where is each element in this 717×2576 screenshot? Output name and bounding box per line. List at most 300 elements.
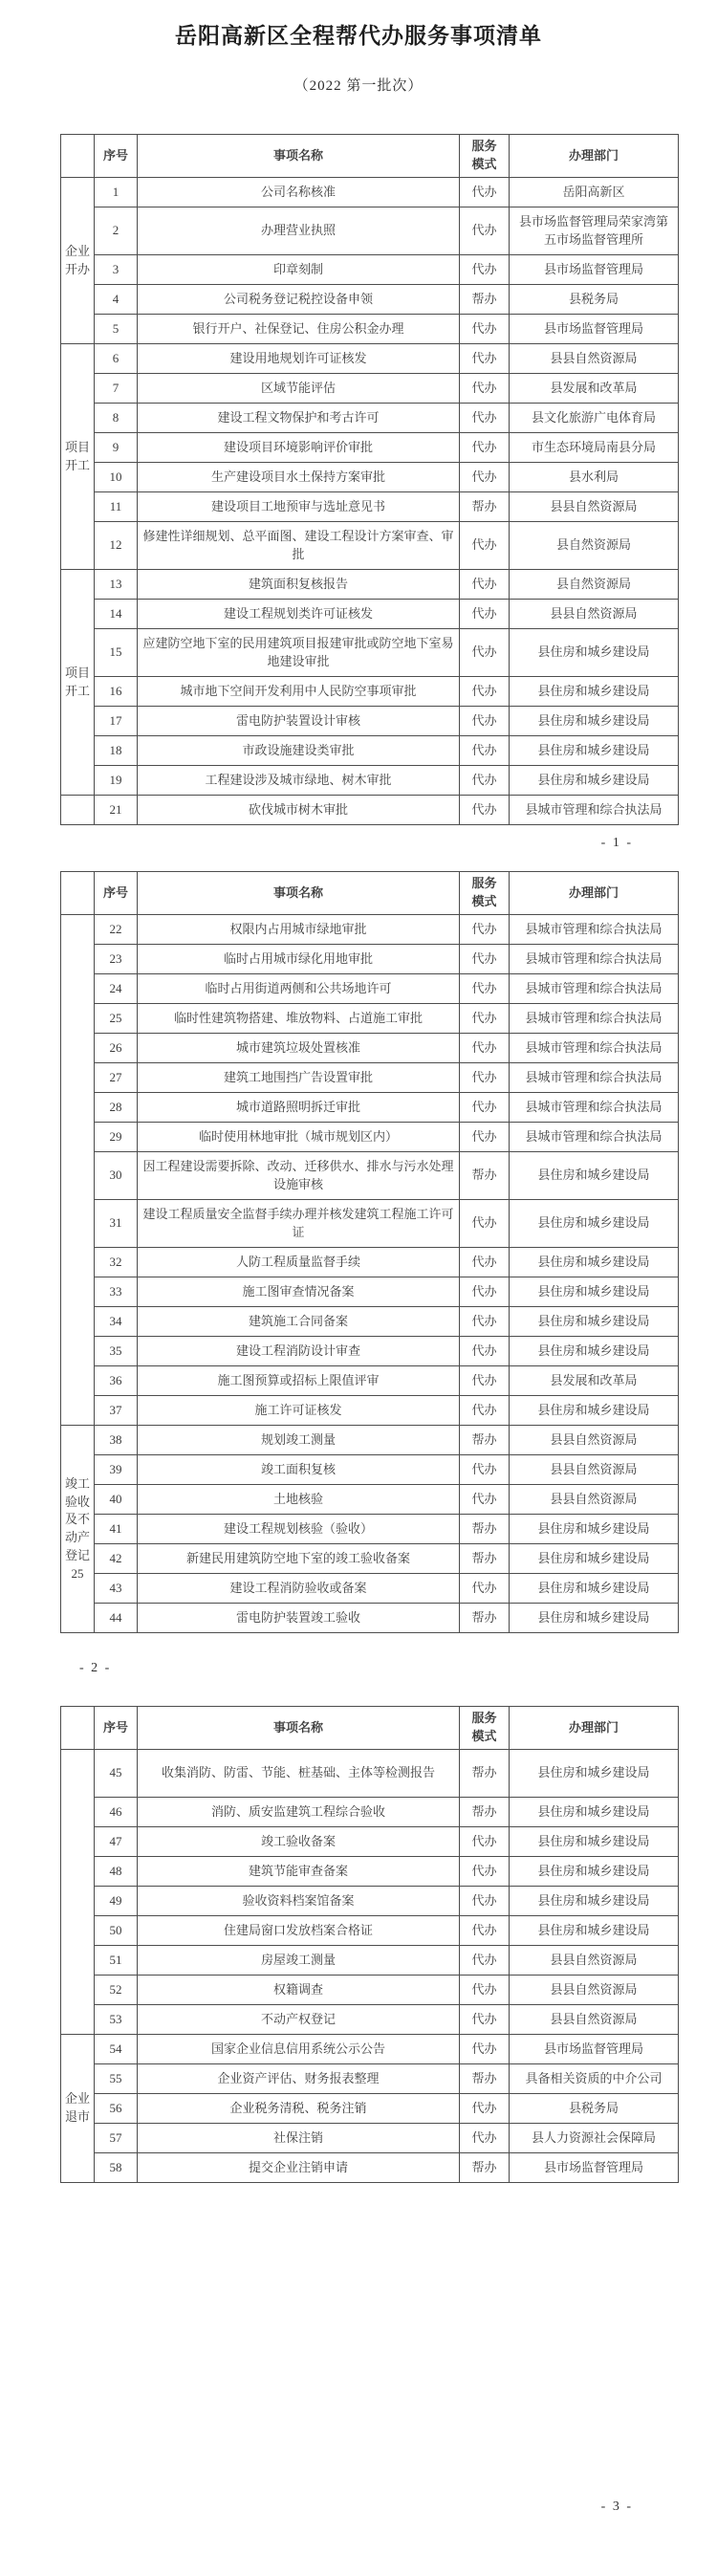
cell-dept: 县人力资源社会保障局 <box>510 2124 679 2153</box>
cell-no: 50 <box>95 1916 138 1946</box>
cell-no: 43 <box>95 1574 138 1604</box>
cell-dept: 县县自然资源局 <box>510 2005 679 2035</box>
cell-dept: 县市场监督管理局 <box>510 2035 679 2064</box>
cell-dept: 县市场监督管理局 <box>510 315 679 344</box>
cell-no: 57 <box>95 2124 138 2153</box>
table-row <box>61 1485 679 1515</box>
col-header-name: 事项名称 <box>138 135 460 178</box>
table-row <box>61 344 679 374</box>
col-header-index: 序号 <box>95 135 138 178</box>
cell-name: 规划竣工测量 <box>138 1426 460 1455</box>
table-row <box>61 1004 679 1034</box>
cell-no: 31 <box>95 1200 138 1248</box>
cell-name: 砍伐城市树木审批 <box>138 796 460 825</box>
cell-name: 雷电防护装置设计审核 <box>138 707 460 736</box>
cell-mode: 代办 <box>460 1123 510 1152</box>
cell-name: 修建性详细规划、总平面图、建设工程设计方案审查、审批 <box>138 522 460 570</box>
cell-no: 41 <box>95 1515 138 1544</box>
stage-group-cell <box>61 915 95 1426</box>
cell-no: 16 <box>95 677 138 707</box>
cell-mode: 帮办 <box>460 1604 510 1633</box>
cell-dept: 县城市管理和综合执法局 <box>510 1123 679 1152</box>
cell-no: 33 <box>95 1277 138 1307</box>
table-row <box>61 570 679 600</box>
cell-no: 24 <box>95 974 138 1004</box>
cell-name: 建筑面积复核报告 <box>138 570 460 600</box>
cell-dept: 县住房和城乡建设局 <box>510 1277 679 1307</box>
cell-name: 建设工程规划核验（验收） <box>138 1515 460 1544</box>
cell-no: 52 <box>95 1976 138 2005</box>
cell-mode: 代办 <box>460 2094 510 2124</box>
cell-name: 城市地下空间开发利用中人民防空事项审批 <box>138 677 460 707</box>
cell-mode: 代办 <box>460 1455 510 1485</box>
cell-no: 42 <box>95 1544 138 1574</box>
table-row <box>61 1337 679 1366</box>
cell-name: 消防、质安监建筑工程综合验收 <box>138 1798 460 1827</box>
cell-mode: 代办 <box>460 1063 510 1093</box>
cell-mode: 代办 <box>460 463 510 492</box>
stage-group-cell <box>61 1750 95 2035</box>
cell-name: 竣工验收备案 <box>138 1827 460 1857</box>
col-header-mode <box>460 872 510 915</box>
col-header-dept: 办理部门 <box>510 872 679 915</box>
cell-mode: 代办 <box>460 915 510 945</box>
table-row <box>61 1798 679 1827</box>
cell-dept: 县县自然资源局 <box>510 1426 679 1455</box>
service-table-block <box>60 134 678 825</box>
cell-name: 施工许可证核发 <box>138 1396 460 1426</box>
cell-mode: 代办 <box>460 629 510 677</box>
cell-dept: 县发展和改革局 <box>510 374 679 404</box>
cell-no: 25 <box>95 1004 138 1034</box>
cell-name: 国家企业信息信用系统公示公告 <box>138 2035 460 2064</box>
cell-dept: 县住房和城乡建设局 <box>510 1887 679 1916</box>
table-row <box>61 522 679 570</box>
cell-name: 竣工面积复核 <box>138 1455 460 1485</box>
cell-dept: 县住房和城乡建设局 <box>510 1544 679 1574</box>
cell-no: 6 <box>95 344 138 374</box>
cell-dept: 县城市管理和综合执法局 <box>510 1004 679 1034</box>
cell-no: 19 <box>95 766 138 796</box>
cell-no: 18 <box>95 736 138 766</box>
table-row <box>61 736 679 766</box>
col-header-index: 序号 <box>95 872 138 915</box>
cell-mode: 帮办 <box>460 492 510 522</box>
cell-name: 权限内占用城市绿地审批 <box>138 915 460 945</box>
cell-name: 建设工程消防验收或备案 <box>138 1574 460 1604</box>
cell-no: 11 <box>95 492 138 522</box>
table-row <box>61 1976 679 2005</box>
cell-name: 城市道路照明拆迁审批 <box>138 1093 460 1123</box>
table-row <box>61 1426 679 1455</box>
cell-mode: 代办 <box>460 1574 510 1604</box>
table-row <box>61 2094 679 2124</box>
cell-dept: 县住房和城乡建设局 <box>510 1200 679 1248</box>
table-row <box>61 285 679 315</box>
cell-dept: 县水利局 <box>510 463 679 492</box>
table-row <box>61 629 679 677</box>
cell-dept: 县城市管理和综合执法局 <box>510 1034 679 1063</box>
cell-mode: 代办 <box>460 1827 510 1857</box>
cell-name: 企业税务清税、税务注销 <box>138 2094 460 2124</box>
cell-dept: 县住房和城乡建设局 <box>510 1916 679 1946</box>
cell-name: 人防工程质量监督手续 <box>138 1248 460 1277</box>
cell-name: 因工程建设需要拆除、改动、迁移供水、排水与污水处理设施审核 <box>138 1152 460 1200</box>
table-header-row <box>61 1707 679 1750</box>
cell-no: 4 <box>95 285 138 315</box>
document-title: 岳阳高新区全程帮代办服务事项清单 <box>175 24 542 48</box>
table-row <box>61 915 679 945</box>
service-items-table <box>60 134 679 825</box>
cell-no: 36 <box>95 1366 138 1396</box>
table-row <box>61 1063 679 1093</box>
cell-name: 雷电防护装置竣工验收 <box>138 1604 460 1633</box>
cell-name: 建设工程消防设计审查 <box>138 1337 460 1366</box>
cell-dept: 县市场监督管理局 <box>510 2153 679 2183</box>
cell-dept: 县住房和城乡建设局 <box>510 1396 679 1426</box>
cell-dept: 县住房和城乡建设局 <box>510 1827 679 1857</box>
cell-no: 15 <box>95 629 138 677</box>
cell-mode: 代办 <box>460 677 510 707</box>
cell-dept: 县县自然资源局 <box>510 492 679 522</box>
col-header-mode-line2: 模式 <box>471 157 497 172</box>
cell-no: 5 <box>95 315 138 344</box>
cell-name: 临时使用林地审批（城市规划区内） <box>138 1123 460 1152</box>
cell-dept: 县发展和改革局 <box>510 1366 679 1396</box>
table-row <box>61 766 679 796</box>
cell-mode: 代办 <box>460 1034 510 1063</box>
table-row <box>61 707 679 736</box>
table-row <box>61 1277 679 1307</box>
cell-name: 区域节能评估 <box>138 374 460 404</box>
table-row <box>61 1455 679 1485</box>
cell-name: 不动产权登记 <box>138 2005 460 2035</box>
cell-no: 35 <box>95 1337 138 1366</box>
cell-mode: 帮办 <box>460 1750 510 1798</box>
cell-dept: 县县自然资源局 <box>510 1946 679 1976</box>
table-row <box>61 677 679 707</box>
cell-no: 2 <box>95 207 138 255</box>
cell-mode: 代办 <box>460 255 510 285</box>
cell-name: 建设工程文物保护和考古许可 <box>138 404 460 433</box>
cell-name: 建设工程质量安全监督手续办理并核发建筑工程施工许可证 <box>138 1200 460 1248</box>
table-row <box>61 433 679 463</box>
cell-no: 46 <box>95 1798 138 1827</box>
table-row <box>61 374 679 404</box>
table-row <box>61 1034 679 1063</box>
cell-no: 56 <box>95 2094 138 2124</box>
col-header-group <box>61 1707 95 1750</box>
table-row <box>61 796 679 825</box>
cell-mode: 代办 <box>460 974 510 1004</box>
cell-no: 53 <box>95 2005 138 2035</box>
col-header-mode-line1: 服务 <box>471 876 497 891</box>
document-subtitle: （2022 第一批次） <box>293 78 424 95</box>
table-row <box>61 1946 679 1976</box>
stage-group-cell: 项目开工 <box>61 570 95 796</box>
tables-container <box>0 134 717 2516</box>
cell-dept: 县城市管理和综合执法局 <box>510 945 679 974</box>
cell-mode: 代办 <box>460 404 510 433</box>
cell-name: 临时占用街道两侧和公共场地许可 <box>138 974 460 1004</box>
table-row <box>61 1152 679 1200</box>
service-table-block <box>60 1706 678 2183</box>
cell-dept: 县税务局 <box>510 2094 679 2124</box>
cell-name: 提交企业注销申请 <box>138 2153 460 2183</box>
stage-group-cell: 竣工验收及不动产登记25 <box>61 1426 95 1633</box>
cell-no: 30 <box>95 1152 138 1200</box>
cell-dept: 县市场监督管理局荣家湾第五市场监督管理所 <box>510 207 679 255</box>
cell-name: 建筑工地围挡广告设置审批 <box>138 1063 460 1093</box>
cell-dept: 县住房和城乡建设局 <box>510 1857 679 1887</box>
table-row <box>61 2064 679 2094</box>
table-row <box>61 1307 679 1337</box>
col-header-mode-line1: 服务 <box>471 1711 497 1726</box>
cell-no: 10 <box>95 463 138 492</box>
cell-no: 51 <box>95 1946 138 1976</box>
cell-no: 26 <box>95 1034 138 1063</box>
table-row <box>61 1093 679 1123</box>
cell-mode: 代办 <box>460 1366 510 1396</box>
cell-dept: 县县自然资源局 <box>510 1455 679 1485</box>
cell-mode: 代办 <box>460 1396 510 1426</box>
cell-dept: 县城市管理和综合执法局 <box>510 915 679 945</box>
cell-mode: 帮办 <box>460 1798 510 1827</box>
col-header-group <box>61 872 95 915</box>
service-items-table <box>60 871 679 1633</box>
cell-dept: 县住房和城乡建设局 <box>510 1798 679 1827</box>
col-header-mode-line1: 服务 <box>471 139 497 154</box>
cell-mode: 帮办 <box>460 1515 510 1544</box>
table-row <box>61 1544 679 1574</box>
cell-mode: 代办 <box>460 1485 510 1515</box>
cell-name: 施工图预算或招标上限值评审 <box>138 1366 460 1396</box>
cell-mode: 帮办 <box>460 1544 510 1574</box>
cell-name: 市政设施建设类审批 <box>138 736 460 766</box>
cell-mode: 帮办 <box>460 1426 510 1455</box>
cell-mode: 代办 <box>460 1946 510 1976</box>
cell-name: 公司税务登记税控设备申领 <box>138 285 460 315</box>
cell-name: 建设项目环境影响评价审批 <box>138 433 460 463</box>
cell-name: 土地核验 <box>138 1485 460 1515</box>
cell-mode: 代办 <box>460 1004 510 1034</box>
cell-no: 1 <box>95 178 138 207</box>
cell-no: 22 <box>95 915 138 945</box>
cell-no: 7 <box>95 374 138 404</box>
table-row <box>61 315 679 344</box>
cell-dept: 市生态环境局南县分局 <box>510 433 679 463</box>
cell-mode: 代办 <box>460 344 510 374</box>
cell-mode: 代办 <box>460 707 510 736</box>
cell-dept: 县住房和城乡建设局 <box>510 1515 679 1544</box>
table-row <box>61 2005 679 2035</box>
cell-name: 施工图审查情况备案 <box>138 1277 460 1307</box>
cell-dept: 县自然资源局 <box>510 570 679 600</box>
cell-no: 44 <box>95 1604 138 1633</box>
cell-dept: 县县自然资源局 <box>510 344 679 374</box>
cell-mode: 代办 <box>460 1887 510 1916</box>
cell-mode: 帮办 <box>460 2153 510 2183</box>
table-header-row <box>61 135 679 178</box>
cell-name: 收集消防、防雷、节能、桩基础、主体等检测报告 <box>138 1750 460 1798</box>
cell-mode: 代办 <box>460 945 510 974</box>
cell-dept: 县住房和城乡建设局 <box>510 707 679 736</box>
cell-name: 印章刻制 <box>138 255 460 285</box>
cell-no: 40 <box>95 1485 138 1515</box>
cell-no: 29 <box>95 1123 138 1152</box>
cell-no: 21 <box>95 796 138 825</box>
cell-name: 验收资料档案馆备案 <box>138 1887 460 1916</box>
service-table-block <box>60 871 678 1633</box>
cell-dept: 县住房和城乡建设局 <box>510 677 679 707</box>
cell-no: 3 <box>95 255 138 285</box>
document-page <box>0 21 717 2516</box>
cell-mode: 代办 <box>460 433 510 463</box>
cell-no: 9 <box>95 433 138 463</box>
col-header-index: 序号 <box>95 1707 138 1750</box>
col-header-mode <box>460 1707 510 1750</box>
cell-name: 权籍调查 <box>138 1976 460 2005</box>
table-row <box>61 1574 679 1604</box>
stage-group-cell: 企业开办 <box>61 178 95 344</box>
col-header-mode <box>460 135 510 178</box>
cell-no: 27 <box>95 1063 138 1093</box>
cell-no: 49 <box>95 1887 138 1916</box>
cell-no: 34 <box>95 1307 138 1337</box>
stage-group-cell <box>61 796 95 825</box>
table-row <box>61 1366 679 1396</box>
cell-mode: 代办 <box>460 1857 510 1887</box>
cell-mode: 帮办 <box>460 2064 510 2094</box>
cell-dept: 具备相关资质的中介公司 <box>510 2064 679 2094</box>
cell-no: 13 <box>95 570 138 600</box>
cell-dept: 县城市管理和综合执法局 <box>510 974 679 1004</box>
table-row <box>61 404 679 433</box>
cell-no: 32 <box>95 1248 138 1277</box>
cell-dept: 县住房和城乡建设局 <box>510 1750 679 1798</box>
table-row <box>61 600 679 629</box>
stage-group-cell: 项目开工 <box>61 344 95 570</box>
cell-name: 城市建筑垃圾处置核准 <box>138 1034 460 1063</box>
cell-name: 临时占用城市绿化用地审批 <box>138 945 460 974</box>
table-row <box>61 1515 679 1544</box>
cell-dept: 县住房和城乡建设局 <box>510 1152 679 1200</box>
table-row <box>61 1200 679 1248</box>
cell-name: 临时性建筑物搭建、堆放物料、占道施工审批 <box>138 1004 460 1034</box>
cell-mode: 代办 <box>460 2124 510 2153</box>
table-row <box>61 1248 679 1277</box>
cell-dept: 县文化旅游广电体育局 <box>510 404 679 433</box>
cell-no: 47 <box>95 1827 138 1857</box>
cell-name: 公司名称核准 <box>138 178 460 207</box>
cell-no: 12 <box>95 522 138 570</box>
cell-dept: 县税务局 <box>510 285 679 315</box>
table-row <box>61 1123 679 1152</box>
cell-dept: 县县自然资源局 <box>510 1485 679 1515</box>
cell-dept: 县县自然资源局 <box>510 600 679 629</box>
cell-no: 28 <box>95 1093 138 1123</box>
cell-name: 应建防空地下室的民用建筑项目报建审批或防空地下室易地建设审批 <box>138 629 460 677</box>
table-header-row <box>61 872 679 915</box>
cell-name: 住建局窗口发放档案合格证 <box>138 1916 460 1946</box>
cell-dept: 县城市管理和综合执法局 <box>510 1093 679 1123</box>
cell-no: 23 <box>95 945 138 974</box>
cell-mode: 代办 <box>460 207 510 255</box>
cell-name: 建设用地规划许可证核发 <box>138 344 460 374</box>
cell-mode: 代办 <box>460 178 510 207</box>
cell-name: 企业资产评估、财务报表整理 <box>138 2064 460 2094</box>
cell-name: 生产建设项目水土保持方案审批 <box>138 463 460 492</box>
cell-mode: 代办 <box>460 1337 510 1366</box>
cell-dept: 岳阳高新区 <box>510 178 679 207</box>
cell-dept: 县住房和城乡建设局 <box>510 736 679 766</box>
cell-name: 建筑节能审查备案 <box>138 1857 460 1887</box>
page-number: - 3 - <box>600 2500 633 2515</box>
table-row <box>61 1827 679 1857</box>
cell-no: 45 <box>95 1750 138 1798</box>
cell-mode: 代办 <box>460 1307 510 1337</box>
table-row <box>61 178 679 207</box>
service-items-table <box>60 1706 679 2183</box>
cell-mode: 代办 <box>460 736 510 766</box>
cell-name: 建筑施工合同备案 <box>138 1307 460 1337</box>
cell-mode: 代办 <box>460 796 510 825</box>
cell-name: 建设项目工地预审与选址意见书 <box>138 492 460 522</box>
cell-dept: 县住房和城乡建设局 <box>510 1337 679 1366</box>
cell-mode: 代办 <box>460 522 510 570</box>
cell-dept: 县县自然资源局 <box>510 1976 679 2005</box>
cell-mode: 代办 <box>460 315 510 344</box>
cell-name: 银行开户、社保登记、住房公积金办理 <box>138 315 460 344</box>
table-row <box>61 2153 679 2183</box>
cell-mode: 代办 <box>460 600 510 629</box>
table-row <box>61 492 679 522</box>
col-header-dept: 办理部门 <box>510 1707 679 1750</box>
col-header-mode-line2: 模式 <box>471 1729 497 1744</box>
cell-no: 39 <box>95 1455 138 1485</box>
table-row <box>61 1887 679 1916</box>
cell-mode: 代办 <box>460 374 510 404</box>
cell-dept: 县城市管理和综合执法局 <box>510 1063 679 1093</box>
table-row <box>61 1396 679 1426</box>
cell-no: 55 <box>95 2064 138 2094</box>
cell-no: 54 <box>95 2035 138 2064</box>
cell-mode: 帮办 <box>460 285 510 315</box>
table-row <box>61 1857 679 1887</box>
col-header-name: 事项名称 <box>138 1707 460 1750</box>
cell-name: 工程建设涉及城市绿地、树木审批 <box>138 766 460 796</box>
cell-name: 新建民用建筑防空地下室的竣工验收备案 <box>138 1544 460 1574</box>
table-row <box>61 255 679 285</box>
cell-no: 38 <box>95 1426 138 1455</box>
table-row <box>61 207 679 255</box>
stage-group-cell: 企业退市 <box>61 2035 95 2183</box>
cell-mode: 代办 <box>460 1277 510 1307</box>
col-header-dept: 办理部门 <box>510 135 679 178</box>
page-number: - 1 - <box>600 836 633 851</box>
table-row <box>61 974 679 1004</box>
cell-mode: 代办 <box>460 2005 510 2035</box>
table-row <box>61 2124 679 2153</box>
cell-mode: 代办 <box>460 1093 510 1123</box>
cell-no: 48 <box>95 1857 138 1887</box>
table-row <box>61 463 679 492</box>
table-row <box>61 1750 679 1798</box>
cell-dept: 县市场监督管理局 <box>510 255 679 285</box>
cell-mode: 代办 <box>460 2035 510 2064</box>
cell-dept: 县住房和城乡建设局 <box>510 1604 679 1633</box>
table-row <box>61 1916 679 1946</box>
